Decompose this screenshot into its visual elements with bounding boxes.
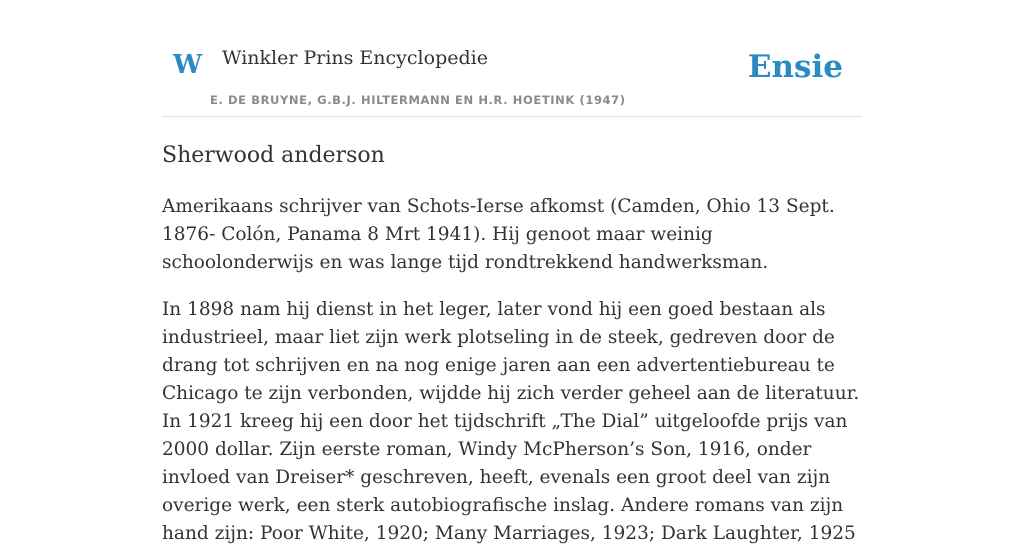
article-title: Sherwood anderson: [162, 143, 385, 168]
publication-title[interactable]: Winkler Prins Encyclopedie: [222, 47, 488, 69]
site-header: [162, 0, 862, 117]
publication-authors: E. DE BRUYNE, G.B.J. HILTERMANN EN H.R. HOETINK (1947): [210, 93, 626, 107]
article-paragraph: In 1898 nam hij dienst in het leger, later vond hij een goed bestaan als industrieel, maar liet zijn werk plotseling in de steek, gedreven door de drang tot schrijven en na nog enige jaren aan een advertentiebureau te Chicago te zijn verbonden, wijdde hij zich verder geheel aan de literatuur. In 1921 kreeg hij een door het tijdschrift „The Dial” uitgeloofde prijs van 2000 dollar. Zijn eerste roman, Windy McPherson’s Son, 1916, onder invloed van Dreiser* geschreven, heeft, evenals een groot deel van zijn overige werk, een sterk autobiografische inslag. Andere romans van zijn hand zijn: Poor White, 1920; Many Marriages, 1923; Dark Laughter, 1925: [162, 299, 860, 545]
brand-logo[interactable]: Ensie: [747, 49, 843, 85]
article-paragraph: Amerikaans schrijver van Schots-Ierse afkomst (Camden, Ohio 13 Sept. 1876- Colón, Panama 8 Mrt 1941). Hij genoot maar weinig schoolonderwijs en was lange tijd rondtrekkend handwerksman.: [162, 196, 835, 274]
page-container: [162, 0, 862, 548]
publication-logo[interactable]: W: [173, 50, 203, 80]
